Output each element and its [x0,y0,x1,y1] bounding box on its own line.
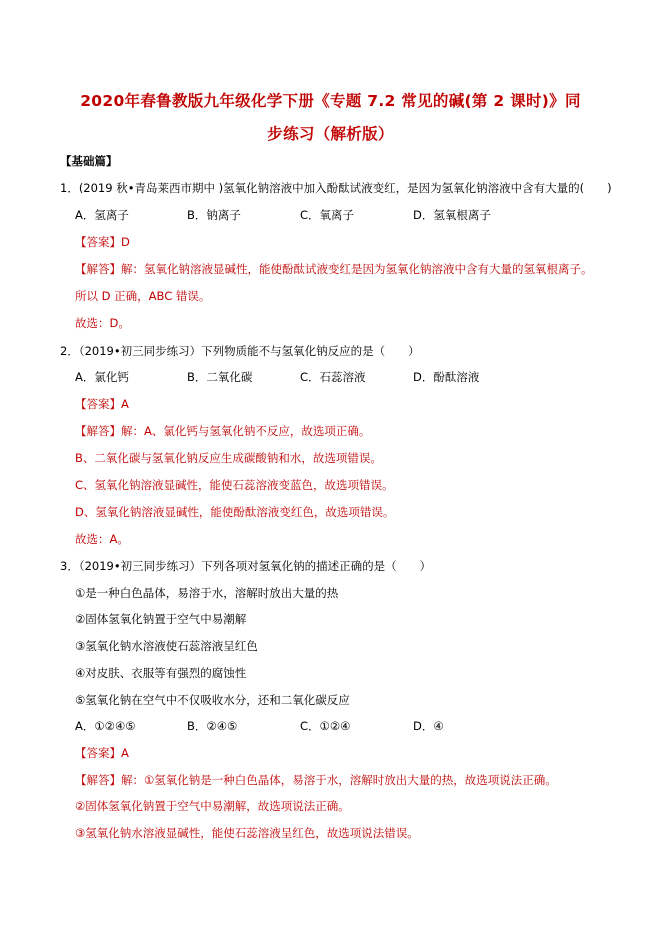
document-title-line-2: 步练习（解析版） [267,125,394,143]
question-3-analysis-line: ③氢氧化钠水溶液显碱性，能使石蕊溶液呈红色，故选项说法错误。 [75,826,419,840]
question-2-analysis-line: 故选：A。 [75,532,129,546]
question-3-analysis-line: ②固体氢氧化钠置于空气中易潮解，故选项说法正确。 [75,799,350,813]
question-2-answer: 【答案】A [75,397,129,411]
question-2-option-c: C．石蕊溶液 [300,370,366,384]
question-2-analysis-line: D、氢氧化钠溶液显碱性，能使酚酞溶液变红色，故选项错误。 [75,505,395,519]
question-1-answer: 【答案】D [75,235,130,249]
question-1-option-b: B．钠离子 [187,208,241,222]
question-1-analysis-line: 故选：D。 [75,316,130,330]
question-3-analysis-line: 【解答】解：①氢氧化钠是一种白色晶体，易溶于水，溶解时放出大量的热，故选项说法正确。 [75,773,557,787]
question-2-option-b: B．二氧化碳 [187,370,253,384]
question-3-statement: ③氢氧化钠水溶液使石蕊溶液呈红色 [75,639,258,653]
question-3-stem: 3．（2019•初三同步练习）下列各项对氢氧化钠的描述正确的是（ ） [60,559,432,573]
question-2-analysis-line: B、二氧化碳与氢氧化钠反应生成碳酸钠和水，故选项错误。 [75,451,382,465]
question-3-option-a: A．①②④⑤ [75,719,136,733]
question-2-option-a: A．氯化钙 [75,370,129,384]
question-1-option-a: A．氢离子 [75,208,129,222]
section-label: 【基础篇】 [60,154,118,168]
question-3-statement: ①是一种白色晶体，易溶于水，溶解时放出大量的热 [75,586,339,600]
question-2-analysis-line: 【解答】解：A、氯化钙与氢氧化钠不反应，故选项正确。 [75,424,371,438]
question-3-answer: 【答案】A [75,746,129,760]
question-1-analysis-line: 所以 D 正确，ABC 错误。 [75,289,211,303]
question-3-option-b: B．②④⑤ [187,719,238,733]
question-2-option-d: D．酚酞溶液 [413,370,480,384]
question-1-analysis-line: 【解答】解：氢氧化钠溶液显碱性，能使酚酞试液变红是因为氢氧化钠溶液中含有大量的氢氧根离子。 [75,262,593,276]
question-3-statement: ④对皮肤、衣服等有强烈的腐蚀性 [75,666,247,680]
question-3-statement: ②固体氢氧化钠置于空气中易潮解 [75,612,247,626]
question-3-option-c: C．①②④ [300,719,351,733]
question-3-statement: ⑤氢氧化钠在空气中不仅吸收水分，还和二氧化碳反应 [75,693,350,707]
document-title-line-1: 2020年春鲁教版九年级化学下册《专题 7.2 常见的碱(第 2 课时)》同 [80,92,581,110]
question-1-option-c: C．氧离子 [300,208,355,222]
question-3-option-d: D．④ [413,719,444,733]
question-2-analysis-line: C、氢氧化钠溶液显碱性，能使石蕊溶液变蓝色，故选项错误。 [75,478,394,492]
question-2-stem: 2．（2019•初三同步练习）下列物质能不与氢氧化钠反应的是（ ） [60,344,420,358]
question-1-option-d: D．氢氧根离子 [413,208,491,222]
question-1-stem: 1．(2019 秋•青岛莱西市期中 )氢氧化钠溶液中加入酚酞试液变红，是因为氢氧化钠溶液中含有大量的( ) [60,181,612,195]
